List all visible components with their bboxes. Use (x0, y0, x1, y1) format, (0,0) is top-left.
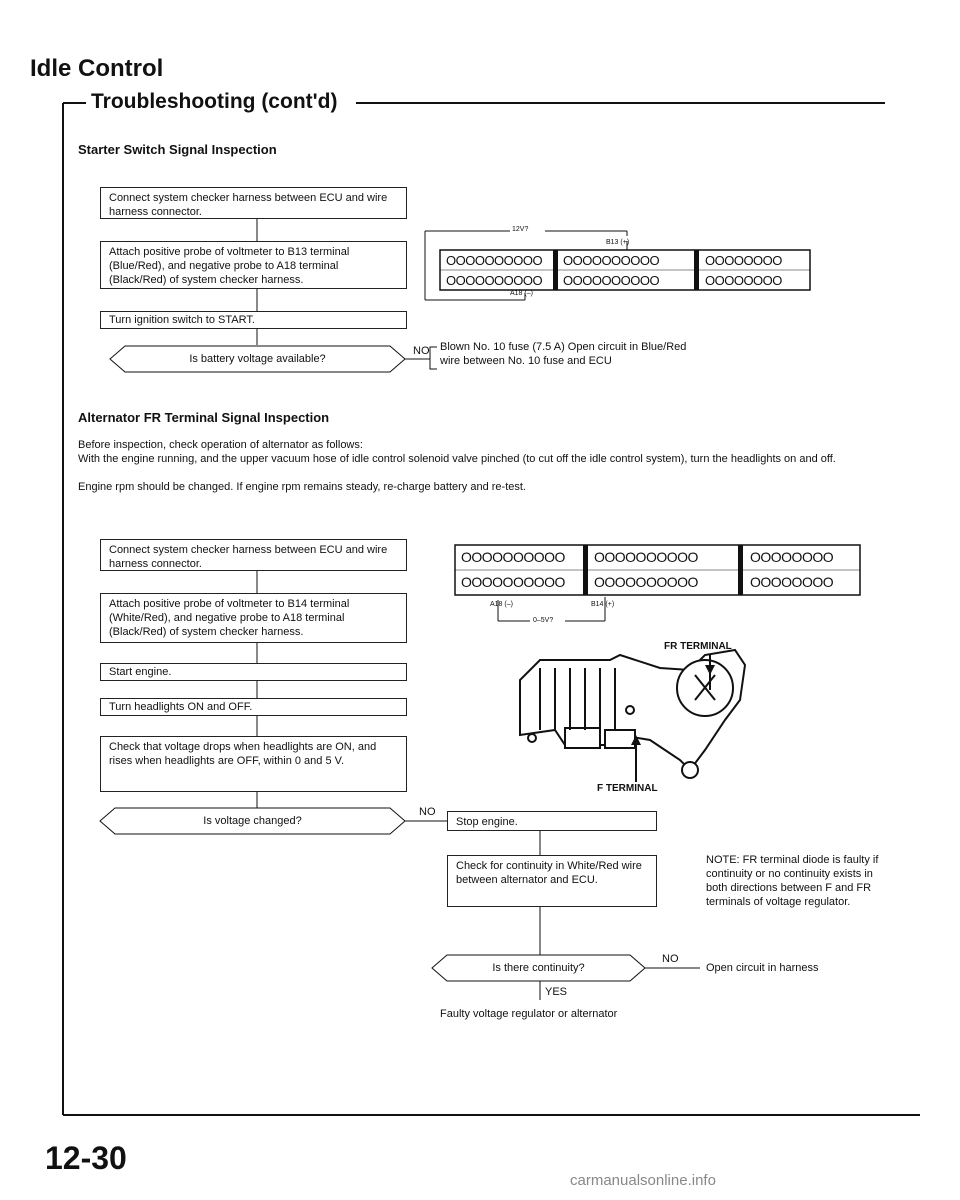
alternator-stop-engine: Stop engine. (447, 811, 657, 831)
conn2-pins: OOOOOOOOOO (594, 549, 698, 565)
alternator-decision-1: Is voltage changed? (203, 815, 302, 827)
conn2-pos-label: B14 (+) (591, 601, 615, 608)
conn1-pins: OOOOOOOOOO (446, 273, 543, 288)
alternator-check-continuity: Check for continuity in White/Red wire between alternator and ECU. (447, 855, 657, 907)
conn1-pins: OOOOOOOO (705, 273, 782, 288)
conn1-pos-label: B13 (+) (606, 239, 630, 246)
starter-heading: Starter Switch Signal Inspection (78, 142, 277, 157)
f-terminal-label: F TERMINAL (597, 783, 658, 794)
alternator-faulty: Faulty voltage regulator or alternator (440, 1008, 618, 1020)
conn2-pins: OOOOOOOO (750, 549, 834, 565)
alternator-heading: Alternator FR Terminal Signal Inspection (78, 410, 330, 425)
starter-no-label: NO (413, 345, 430, 357)
conn1-pins: OOOOOOOO (705, 253, 782, 268)
alternator-step-2: Attach positive probe of voltmeter to B14 terminal (White/Red), and negative probe to A18 terminal (Black/Red) of system checker harness. (100, 593, 407, 643)
starter-step-1: Connect system checker harness between ECU and wire harness connector. (100, 187, 407, 219)
alternator-step-5: Check that voltage drops when headlights are ON, and rises when headlights are OFF, within 0 and 5 V. (100, 736, 407, 792)
alternator-step-1: Connect system checker harness between ECU and wire harness connector. (100, 539, 407, 571)
alternator-yes-label: YES (545, 986, 568, 998)
alternator-decision-2: Is there continuity? (492, 962, 585, 974)
watermark: carmanualsonline.info (570, 1172, 716, 1189)
conn1-neg-label: A18 (–) (510, 290, 533, 297)
starter-step-3: Turn ignition switch to START. (100, 311, 407, 329)
conn1-pins: OOOOOOOOOO (446, 253, 543, 268)
alternator-open-circuit: Open circuit in harness (706, 962, 819, 974)
conn1-pins: OOOOOOOOOO (563, 253, 660, 268)
alternator-intro-2: With the engine running, and the upper vacuum hose of idle control solenoid valve pinched (to cut off the idle control system), turn the headlights on and off. (78, 453, 836, 465)
conn2-neg-label: A18 (–) (490, 601, 513, 608)
starter-no-result: Blown No. 10 fuse (7.5 A) Open circuit in Blue/Red wire between No. 10 fuse and ECU (440, 341, 687, 367)
conn2-pins: OOOOOOOOOO (461, 549, 565, 565)
alternator-note: NOTE: FR terminal diode is faulty if continuity or no continuity exists in both directions between F and FR terminals of voltage regulator. (706, 854, 879, 908)
alternator-step-3: Start engine. (100, 663, 407, 681)
alternator-no1-label: NO (419, 806, 436, 818)
conn1-voltage: 12V? (512, 226, 529, 233)
alternator-intro-1: Before inspection, check operation of alternator as follows: (78, 439, 363, 451)
conn2-pins: OOOOOOOO (750, 574, 834, 590)
conn1-pins: OOOOOOOOOO (563, 273, 660, 288)
alternator-step-4: Turn headlights ON and OFF. (100, 698, 407, 716)
alternator-intro-3: Engine rpm should be changed. If engine rpm remains steady, re-charge battery and re-test. (78, 481, 526, 493)
page-number: 12-30 (45, 1140, 127, 1176)
conn2-pins: OOOOOOOOOO (461, 574, 565, 590)
page-title: Idle Control (30, 55, 164, 82)
conn2-pins: OOOOOOOOOO (594, 574, 698, 590)
conn2-voltage: 0–5V? (533, 617, 554, 624)
alternator-no2-label: NO (662, 953, 679, 965)
fr-terminal-label: FR TERMINAL (664, 641, 732, 652)
starter-step-2: Attach positive probe of voltmeter to B13 terminal (Blue/Red), and negative probe to A18 terminal (Black/Red) of system checker harness. (100, 241, 407, 289)
starter-decision: Is battery voltage available? (189, 353, 326, 365)
section-subtitle: Troubleshooting (cont'd) (91, 90, 338, 113)
